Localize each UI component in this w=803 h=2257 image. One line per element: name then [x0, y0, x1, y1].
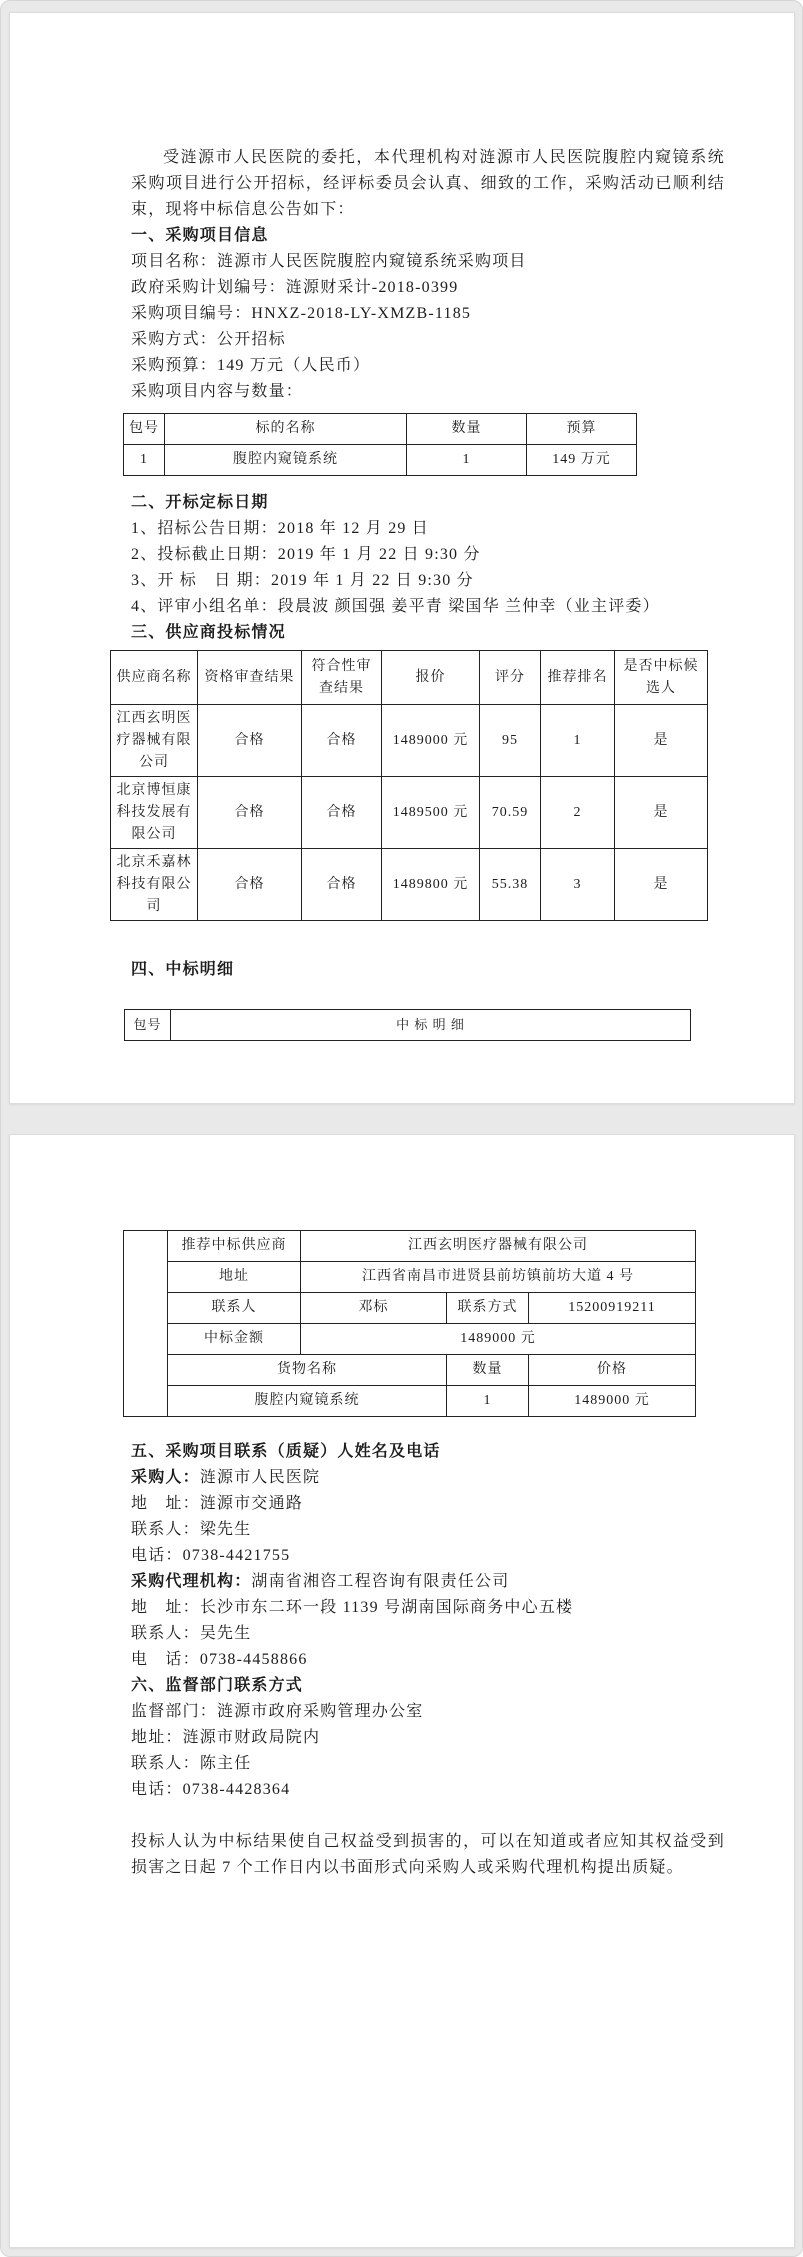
supervisor-address-value: 涟源市财政局院内 [182, 1729, 321, 1746]
review-panel-line: 4、评审小组名单：段晨波 颜国强 姜平青 梁国华 兰仲幸（业主评委） [131, 598, 660, 615]
bid-header-candidate: 是否中标候选人 [615, 651, 708, 705]
deadline-line: 2、投标截止日期：2019 年 1 月 22 日 9:30 分 [131, 546, 481, 563]
detail-table-row [125, 1010, 691, 1041]
section-3-heading: 三、供应商投标情况 [131, 624, 286, 641]
bid-row1-supplier: 江西玄明医疗器械有限公司 [111, 705, 198, 777]
buyer-phone-line [131, 1543, 720, 1569]
objection-notice: 投标人认为中标结果使自己权益受到损害的，可以在知道或者应知其权益受到损害之日起 7 个工作日内以书面形式向采购人或采购代理机构提出质疑。 [131, 1833, 725, 1876]
supervisor-phone-line [131, 1777, 720, 1803]
award-qty-value: 1 [447, 1386, 529, 1417]
bid-header-supplier: 供应商名称 [111, 651, 198, 705]
buyer-contact-value: 梁先生 [199, 1521, 252, 1538]
supervisor-contact-label: 联系人： [131, 1755, 200, 1772]
bid-header-price: 报价 [382, 651, 480, 705]
bid-row2-score: 70.59 [480, 777, 541, 849]
agency-contact-value: 吴先生 [199, 1625, 252, 1642]
award-row-goods [124, 1386, 696, 1417]
bid-row3-candidate: 是 [615, 849, 708, 921]
bid-row1-rank: 1 [541, 705, 615, 777]
content-table-header-package: 包号 [124, 414, 165, 445]
award-contact-label: 联系人 [168, 1293, 301, 1324]
bid-row3-conformity: 合格 [302, 849, 382, 921]
supervisor-line [131, 1699, 720, 1725]
section-4-heading: 四、中标明细 [131, 961, 235, 978]
agency-phone-value: 0738-4458866 [199, 1651, 308, 1668]
content-cell-budget: 149 万元 [527, 445, 637, 476]
section-1-heading: 一、采购项目信息 [131, 227, 269, 244]
page-1 [9, 12, 795, 1104]
award-row-amount [124, 1324, 696, 1355]
content-cell-subject: 腹腔内窥镜系统 [165, 445, 407, 476]
bid-header-qualification: 资格审查结果 [198, 651, 302, 705]
bid-row1-score: 95 [480, 705, 541, 777]
award-amount-label: 中标金额 [168, 1324, 301, 1355]
award-row-supplier [124, 1231, 696, 1262]
bid-table-row-3 [111, 849, 708, 921]
content-cell-package: 1 [124, 445, 165, 476]
agency-contact-line [131, 1621, 720, 1647]
award-address-label: 地址 [168, 1262, 301, 1293]
buyer-value: 涟源市人民医院 [199, 1469, 321, 1486]
buyer-phone-label: 电话： [131, 1547, 183, 1564]
project-name-line: 项目名称：涟源市人民医院腹腔内窥镜系统采购项目 [131, 253, 527, 270]
award-supplier-label: 推荐中标供应商 [168, 1231, 301, 1262]
buyer-label: 采购人： [131, 1469, 200, 1486]
supervisor-address-label: 地址： [131, 1729, 183, 1746]
content-table-header-subject: 标的名称 [165, 414, 407, 445]
bid-row3-price: 1489800 元 [382, 849, 480, 921]
award-row-contact [124, 1293, 696, 1324]
gov-plan-number-line: 政府采购计划编号：涟源财采计-2018-0399 [131, 279, 459, 296]
detail-table [124, 1009, 691, 1041]
bid-row3-rank: 3 [541, 849, 615, 921]
bid-row2-supplier: 北京博恒康科技发展有限公司 [111, 777, 198, 849]
bid-row2-conformity: 合格 [302, 777, 382, 849]
agency-phone-label: 电 话： [131, 1651, 200, 1668]
agency-address-value: 长沙市东二环一段 1139 号湖南国际商务中心五楼 [199, 1599, 574, 1616]
supervisor-phone-value: 0738-4428364 [182, 1781, 291, 1798]
bid-table [110, 650, 708, 921]
content-table-row [124, 445, 637, 476]
bid-row2-price: 1489500 元 [382, 777, 480, 849]
page-2 [9, 1134, 795, 2248]
buyer-line [131, 1465, 720, 1491]
intro-paragraph: 受涟源市人民医院的委托，本代理机构对涟源市人民医院腹腔内窥镜系统采购项目进行公开招标，经评标委员会认真、细致的工作，采购活动已顺利结束，现将中标信息公告如下： [131, 149, 725, 218]
agency-address-label: 地 址： [131, 1599, 200, 1616]
supervisor-contact-line [131, 1751, 720, 1777]
content-table-header-row [124, 414, 637, 445]
announce-date-line: 1、招标公告日期：2018 年 12 月 29 日 [131, 520, 430, 537]
detail-cell-package: 包号 [125, 1010, 171, 1041]
bid-row3-supplier: 北京禾嘉林科技有限公司 [111, 849, 198, 921]
buyer-address-value: 涟源市交通路 [199, 1495, 304, 1512]
bid-header-score: 评分 [480, 651, 541, 705]
award-phone-label: 联系方式 [447, 1293, 529, 1324]
bid-table-row-2 [111, 777, 708, 849]
bid-table-header-row [111, 651, 708, 705]
bid-row1-candidate: 是 [615, 705, 708, 777]
section-5-heading: 五、采购项目联系（质疑）人姓名及电话 [131, 1443, 441, 1460]
content-table [123, 413, 637, 476]
award-table [123, 1230, 696, 1417]
award-goods-value: 腹腔内窥镜系统 [168, 1386, 447, 1417]
award-supplier-value: 江西玄明医疗器械有限公司 [301, 1231, 696, 1262]
content-cell-qty: 1 [407, 445, 527, 476]
procurement-method-line: 采购方式：公开招标 [131, 331, 286, 348]
agency-contact-label: 联系人： [131, 1625, 200, 1642]
buyer-contact-line [131, 1517, 720, 1543]
content-quantity-line: 采购项目内容与数量： [131, 383, 304, 400]
supervisor-contact-value: 陈主任 [199, 1755, 252, 1772]
agency-phone-line [131, 1647, 720, 1673]
bid-row2-rank: 2 [541, 777, 615, 849]
supervisor-phone-label: 电话： [131, 1781, 183, 1798]
buyer-contact-label: 联系人： [131, 1521, 200, 1538]
bid-row1-conformity: 合格 [302, 705, 382, 777]
section-2-heading: 二、开标定标日期 [131, 494, 269, 511]
agency-label: 采购代理机构： [131, 1573, 252, 1590]
content-table-header-budget: 预算 [527, 414, 637, 445]
award-contact-value: 邓标 [301, 1293, 447, 1324]
project-number-line: 采购项目编号：HNXZ-2018-LY-XMZB-1185 [131, 305, 472, 322]
agency-line [131, 1569, 720, 1595]
detail-cell-title: 中 标 明 细 [171, 1010, 691, 1041]
award-price-value: 1489000 元 [529, 1386, 696, 1417]
agency-value: 湖南省湘咨工程咨询有限责任公司 [251, 1573, 510, 1590]
bid-row1-qualification: 合格 [198, 705, 302, 777]
supervisor-address-line [131, 1725, 720, 1751]
award-amount-value: 1489000 元 [301, 1324, 696, 1355]
content-table-header-qty: 数量 [407, 414, 527, 445]
buyer-address-line [131, 1491, 720, 1517]
bid-row3-score: 55.38 [480, 849, 541, 921]
bid-row3-qualification: 合格 [198, 849, 302, 921]
award-package-cell [124, 1231, 168, 1417]
award-price-label: 价格 [529, 1355, 696, 1386]
agency-address-line [131, 1595, 720, 1621]
budget-line: 采购预算：149 万元（人民币） [131, 357, 371, 374]
award-phone-value: 15200919211 [529, 1293, 696, 1324]
buyer-address-label: 地 址： [131, 1495, 200, 1512]
award-qty-label: 数量 [447, 1355, 529, 1386]
award-row-address [124, 1262, 696, 1293]
bid-row1-price: 1489000 元 [382, 705, 480, 777]
bid-table-row-1 [111, 705, 708, 777]
award-goods-label: 货物名称 [168, 1355, 447, 1386]
award-address-value: 江西省南昌市进贤县前坊镇前坊大道 4 号 [301, 1262, 696, 1293]
supervisor-value: 涟源市政府采购管理办公室 [217, 1703, 424, 1720]
supervisor-label: 监督部门： [131, 1703, 218, 1720]
buyer-phone-value: 0738-4421755 [182, 1547, 291, 1564]
bid-header-conformity: 符合性审查结果 [302, 651, 382, 705]
section-6-heading: 六、监督部门联系方式 [131, 1677, 304, 1694]
award-row-goods-header [124, 1355, 696, 1386]
open-date-line: 3、开 标 日 期：2019 年 1 月 22 日 9:30 分 [131, 572, 474, 589]
bid-row2-qualification: 合格 [198, 777, 302, 849]
bid-row2-candidate: 是 [615, 777, 708, 849]
bid-header-rank: 推荐排名 [541, 651, 615, 705]
